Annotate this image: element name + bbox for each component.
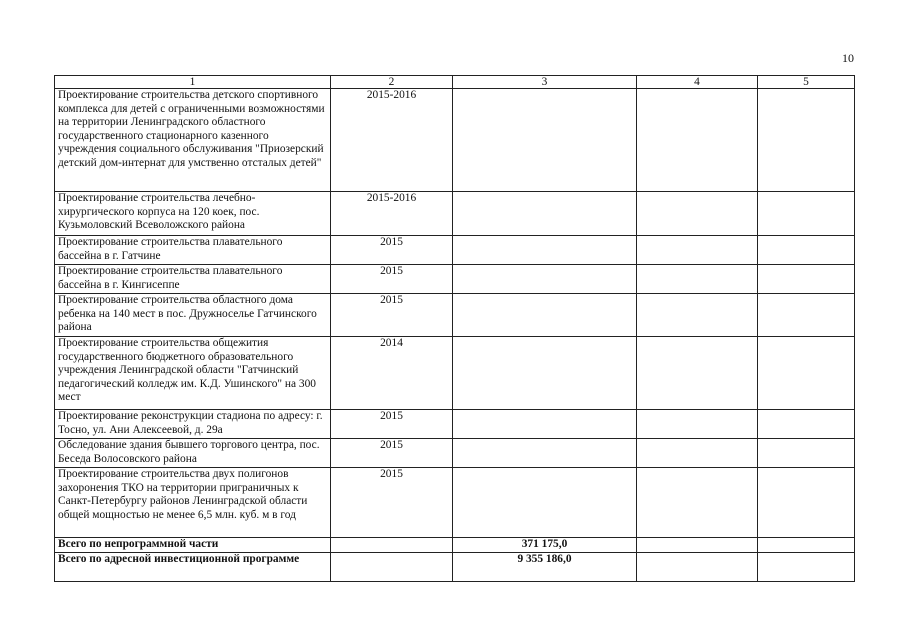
empty-cell (637, 192, 758, 236)
year: 2015-2016 (331, 192, 453, 236)
empty-cell (637, 468, 758, 538)
table-row (55, 337, 855, 410)
empty-cell (637, 552, 758, 581)
empty-cell (453, 294, 637, 337)
object-name: Обследование здания бывшего торгового центра, пос. Беседа Волосовского района (55, 439, 331, 468)
total-value: 371 175,0 (453, 538, 637, 553)
year: 2015 (331, 410, 453, 439)
table-row (55, 236, 855, 265)
object-name: Проектирование строительства детского спортивного комплекса для детей с ограниченными возможностями на территории Ленинградского областного государственного стационарного казенного учреждения социального обслуживания "Приозерский детский дом-интернат для умственно отсталых детей" (55, 89, 331, 192)
empty-cell (758, 468, 855, 538)
empty-cell (758, 337, 855, 410)
object-name: Проектирование строительства областного дома ребенка на 140 мест в пос. Дружноселье Гатчинского района (55, 294, 331, 337)
empty-cell (758, 439, 855, 468)
empty-cell (637, 410, 758, 439)
object-name: Проектирование строительства плавательного бассейна в г. Гатчине (55, 236, 331, 265)
table-row (55, 439, 855, 468)
total-label: Всего по адресной инвестиционной программе (55, 552, 331, 581)
empty-cell (453, 337, 637, 410)
empty-cell (453, 439, 637, 468)
table-row (55, 410, 855, 439)
empty-cell (758, 192, 855, 236)
table-row (55, 468, 855, 538)
empty-cell (758, 294, 855, 337)
empty-cell (758, 265, 855, 294)
total-row (55, 552, 855, 581)
object-name: Проектирование реконструкции стадиона по адресу: г. Тосно, ул. Ани Алексеевой, д. 29а (55, 410, 331, 439)
header-row (55, 76, 855, 89)
empty-cell (331, 552, 453, 581)
object-name: Проектирование строительства плавательного бассейна в г. Кингисеппе (55, 265, 331, 294)
empty-cell (637, 439, 758, 468)
column-header: 5 (758, 76, 855, 89)
empty-cell (637, 294, 758, 337)
page-number: 10 (842, 51, 854, 65)
empty-cell (453, 192, 637, 236)
year: 2015 (331, 439, 453, 468)
investment-table (54, 75, 855, 582)
year: 2015 (331, 468, 453, 538)
year: 2015 (331, 294, 453, 337)
table-row (55, 192, 855, 236)
empty-cell (453, 410, 637, 439)
year: 2015 (331, 236, 453, 265)
empty-cell (758, 538, 855, 553)
empty-cell (637, 236, 758, 265)
column-header: 3 (453, 76, 637, 89)
empty-cell (453, 265, 637, 294)
empty-cell (637, 265, 758, 294)
empty-cell (637, 337, 758, 410)
object-name: Проектирование строительства лечебно-хирургического корпуса на 120 коек, пос. Кузьмоловский Всеволожского района (55, 192, 331, 236)
column-header: 1 (55, 76, 331, 89)
object-name: Проектирование строительства двух полигонов захоронения ТКО на территории приграничных к Санкт-Петербургу районов Ленинградской области общей мощностью не менее 6,5 млн. куб. м в год (55, 468, 331, 538)
empty-cell (453, 468, 637, 538)
empty-cell (453, 236, 637, 265)
year: 2014 (331, 337, 453, 410)
column-header: 4 (637, 76, 758, 89)
year: 2015 (331, 265, 453, 294)
year: 2015-2016 (331, 89, 453, 192)
table-row (55, 294, 855, 337)
empty-cell (758, 552, 855, 581)
empty-cell (453, 89, 637, 192)
empty-cell (637, 538, 758, 553)
column-header: 2 (331, 76, 453, 89)
empty-cell (331, 538, 453, 553)
total-label: Всего по непрограммной части (55, 538, 331, 553)
object-name: Проектирование строительства общежития государственного бюджетного образовательного учреждения Ленинградской области "Гатчинский педагогический колледж им. К.Д. Ушинского" на 300 мест (55, 337, 331, 410)
total-row (55, 538, 855, 553)
total-value: 9 355 186,0 (453, 552, 637, 581)
table-row (55, 89, 855, 192)
empty-cell (758, 236, 855, 265)
empty-cell (637, 89, 758, 192)
empty-cell (758, 410, 855, 439)
table-row (55, 265, 855, 294)
empty-cell (758, 89, 855, 192)
